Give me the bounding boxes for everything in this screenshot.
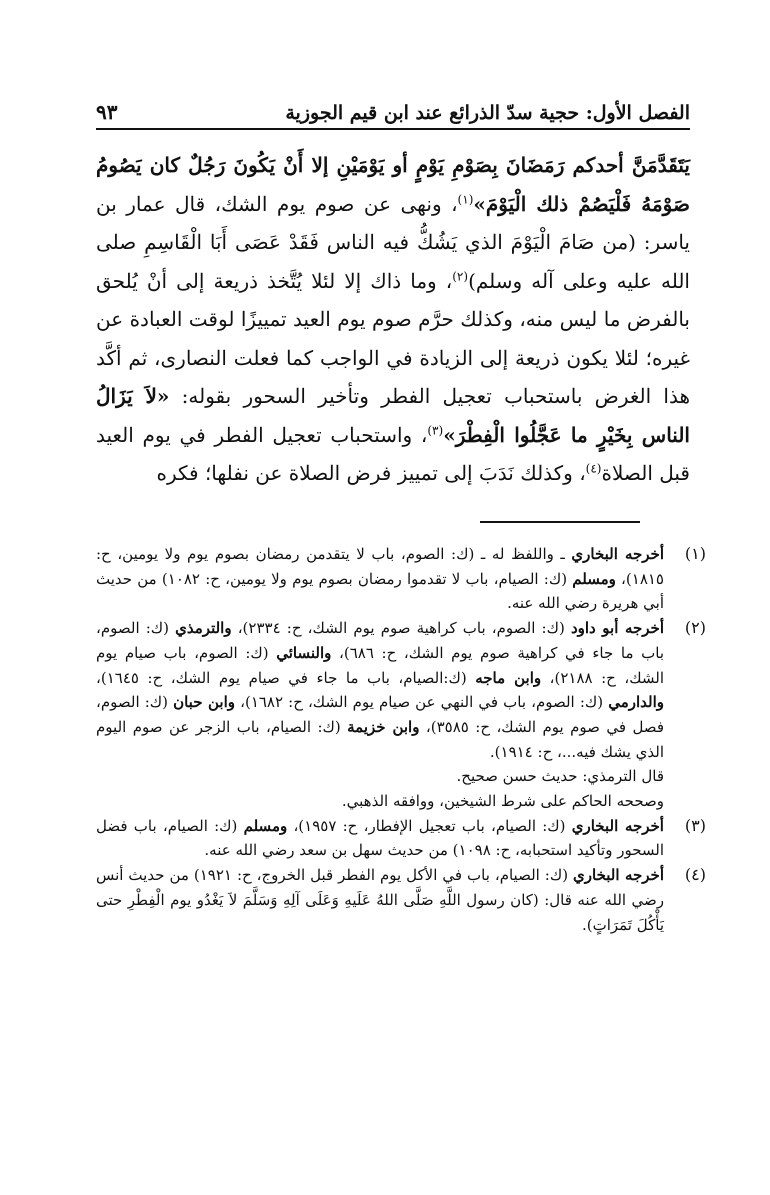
body-text: ، ونهى عن صوم يوم الشك، قال عمار بن ياسر: (من صَامَ الْيَوْمَ الذي يَشُكُّ فيه الناس فَقَدْ عَصَى أَبَا الْقَاسِمِ صلى الله عليه وعلى آله وسلم) <box>96 191 690 293</box>
footnote-number: (٣) <box>684 815 706 835</box>
source-name: ومسلم <box>572 569 616 588</box>
page-number: ٩٣ <box>96 100 118 124</box>
footnotes <box>96 542 706 937</box>
body-text: ، وما ذاك إلا لئلا يُتَّخذ ذريعة إلى أنْ يُلحق بالفرض ما ليس منه، وكذلك حرَّم صوم يوم العيد تمييزًا لوقت العبادة عن غيره؛ لئلا يكون ذريعة إلى الزيادة في الواجب كما فعلت النصارى، ثم أكَّد هذا الغرض باستحباب تعجيل الفطر وتأخير السحور بقوله: <box>96 268 690 408</box>
main-text <box>96 146 690 493</box>
footnote-text <box>96 542 664 616</box>
chapter-running-title: الفصل الأول: حجية سدّ الذرائع عند ابن قيم الجوزية <box>285 102 690 124</box>
running-header <box>96 94 690 130</box>
citation: (ك: الصوم، باب في النهي عن صيام يوم الشك، ح: ١٦٨٢)، <box>235 693 609 712</box>
source-name: والدارمي <box>608 693 664 712</box>
citation: (ك: الصيام، باب الزجر عن صوم اليوم الذي يشك فيه...، ح: ١٩١٤). <box>96 717 664 761</box>
hadith-text: يَتَقَدَّمَنَّ أحدكم رَمَضَانَ بِصَوْمِ يَوْمٍ أو يَوْمَيْنِ إلا أَنْ يَكُونَ رَجُلٌ كان يَصُومُ صَوْمَهُ فَلْيَصُمْ ذلك الْيَوْمَ» <box>96 153 690 216</box>
citation: (ك: الصيام، باب فضل السحور وتأكيد استحبابه، ح: ١٠٩٨) من حديث سهل بن سعد رضي الله عنه. <box>96 816 664 860</box>
footnote <box>96 863 706 937</box>
footnote-ref-2[interactable]: (٢) <box>452 268 469 283</box>
source-name: وابن خزيمة <box>347 717 420 736</box>
body-text: ، وكذلك نَدَبَ إلى تمييز فرض الصلاة عن نفلها؛ فكره <box>156 461 586 485</box>
footnote <box>96 616 706 814</box>
source-name: وابن حبان <box>173 693 236 712</box>
body-text: ، واستحباب تعجيل الفطر في يوم العيد قبل الصلاة <box>96 422 690 485</box>
source-name: أخرجه البخاري <box>573 866 664 885</box>
citation: (ك: الصوم، فصل في صوم يوم الشك، ح: ٣٥٨٥)، <box>96 693 664 736</box>
source-name: والنسائي <box>276 643 332 662</box>
citation: ـ واللفظ له ـ (ك: الصوم، باب لا يتقدمن رمضان بصوم يوم ولا يومين، ح: ١٨١٥)، <box>96 545 664 588</box>
source-name: والترمذي <box>175 619 232 638</box>
hadith-text: «لاَ يَزَالُ الناس بِخَيْرٍ ما عَجَّلُوا الْفِطْرَ» <box>96 384 690 447</box>
footnote <box>96 542 706 616</box>
footnote <box>96 814 706 863</box>
citation: (ك:الصيام، باب ما جاء في صيام يوم الشك، ح: ١٦٤٥)، <box>96 668 476 687</box>
grading-note: قال الترمذي: حديث حسن صحيح. <box>456 767 664 786</box>
source-name: أخرجه أبو داود <box>570 619 664 638</box>
footnote-text <box>96 616 664 814</box>
source-name: وابن ماجه <box>475 668 542 687</box>
footnote-ref-1[interactable]: (١) <box>457 191 474 206</box>
citation: (ك: الصيام، باب لا تقدموا رمضان بصوم يوم ولا يومين، ح: ١٠٨٢) من حديث أبي هريرة رضي الله عنه. <box>96 569 664 613</box>
source-name: أخرجه البخاري <box>571 816 664 835</box>
footnote-number: (١) <box>684 544 706 563</box>
grading-note: وصححه الحاكم على شرط الشيخين، ووافقه الذهبي. <box>341 792 664 811</box>
footnote-separator <box>480 521 640 523</box>
source-name: أخرجه البخاري <box>571 545 664 563</box>
footnote-text <box>96 814 664 863</box>
footnote-number: (٤) <box>684 865 706 885</box>
footnote-ref-3[interactable]: (٣) <box>427 422 444 437</box>
citation: (ك: الصوم، باب صيام يوم الشك، ح: ٢١٨٨)، <box>96 643 664 687</box>
citation: (ك: الصيام، باب في الأكل يوم الفطر قبل الخروج، ح: ١٩٢١) من حديث أنس رضي الله عنه قال: (كان رسول اللَّهِ صَلَّى اللهُ عَلَيهِ وَعَلَى آلِهِ وَسَلَّمَ لاَ يَغْدُو يوم الْفِطْرِ حتى يَأْكُلَ تَمَرَاتٍ). <box>96 866 664 934</box>
footnote-number: (٢) <box>684 618 706 638</box>
citation: (ك: الصوم، باب كراهية صوم يوم الشك، ح: ٢٣٣٤)، <box>231 619 571 638</box>
footnote-text <box>96 863 664 937</box>
citation: (ك: الصيام، باب تعجيل الإفطار، ح: ١٩٥٧)، <box>287 816 572 835</box>
footnote-ref-4[interactable]: (٤) <box>585 461 602 476</box>
citation: (ك: الصوم، باب ما جاء في كراهية صوم يوم الشك، ح: ٦٨٦)، <box>96 619 664 662</box>
source-name: ومسلم <box>243 816 288 835</box>
